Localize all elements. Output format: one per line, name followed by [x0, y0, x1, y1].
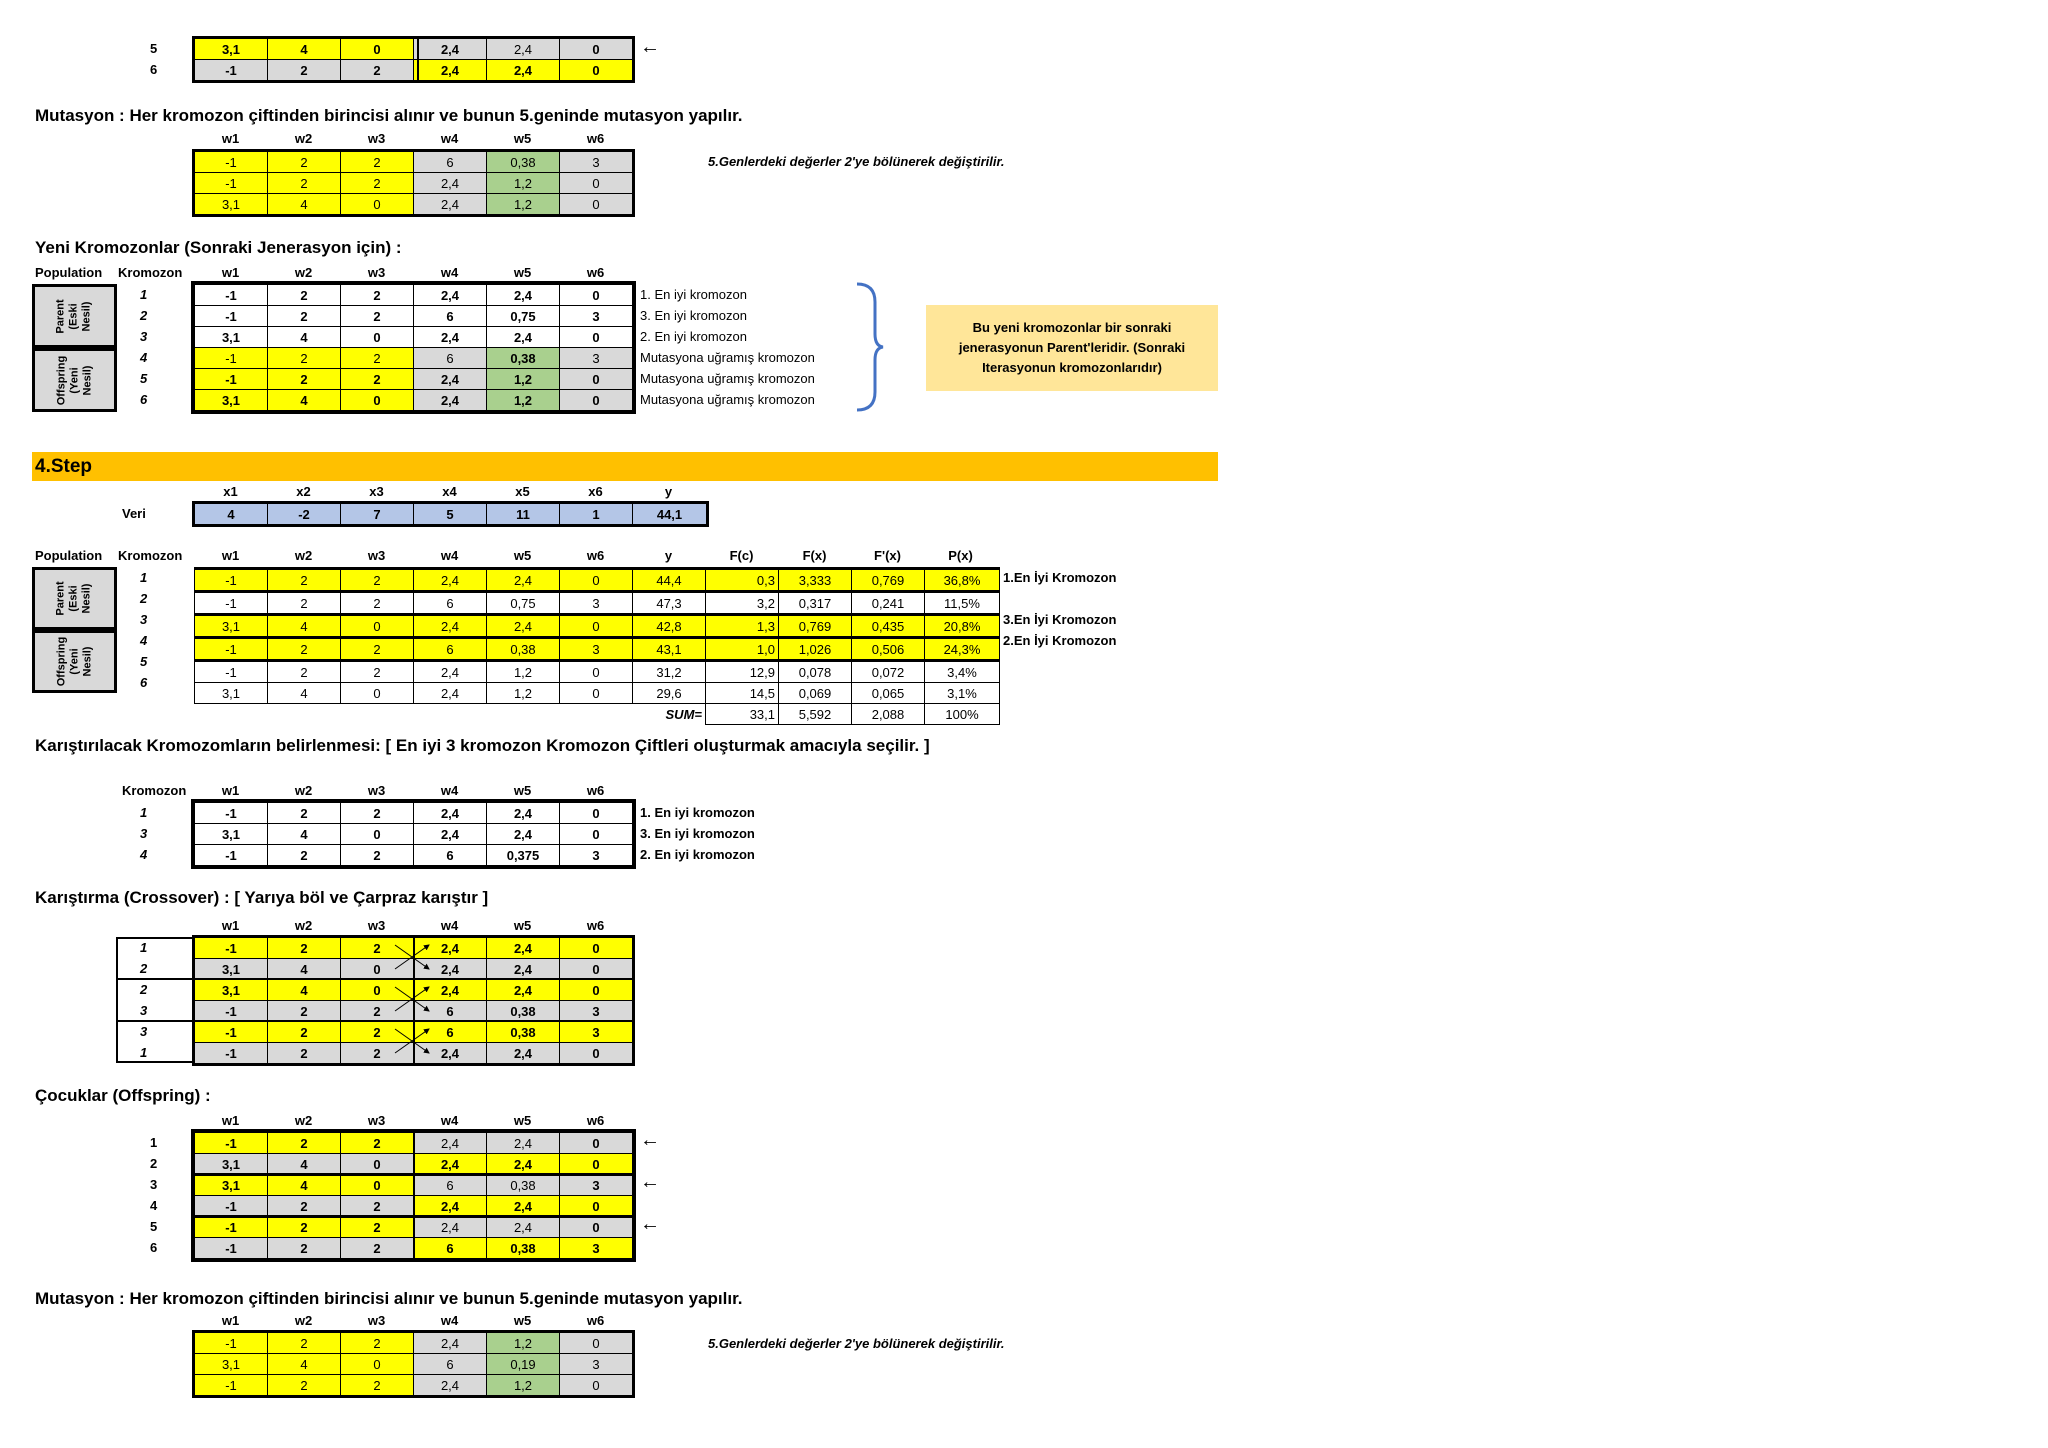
- col-header: w4: [440, 783, 459, 798]
- col-header-kromozon: Kromozon: [118, 265, 183, 280]
- table-row: -1 2 2 6 0,38 3: [195, 1022, 633, 1043]
- row-description: 2. En iyi kromozon: [640, 847, 755, 862]
- row-label: 1: [150, 1135, 158, 1150]
- table-row: 3,1 4 0 2,4 2,4 0: [195, 39, 633, 60]
- col-header: w6: [586, 265, 605, 280]
- row-label: 4: [140, 350, 148, 365]
- row-label: 2: [140, 591, 148, 606]
- col-header: w1: [221, 265, 240, 280]
- col-header: F'(x): [874, 548, 901, 563]
- top-rows-table: [194, 38, 633, 81]
- col-header: w2: [294, 548, 313, 563]
- table-row: -1 2 2 2,4 2,4 0: [195, 1196, 633, 1217]
- mutation-title: Mutasyon : Her kromozon çiftinden birincisi alınır ve bunun 5.geninde mutasyon yapılır.: [35, 1289, 743, 1308]
- col-header: w1: [221, 783, 240, 798]
- col-header-kromozon: Kromozon: [122, 783, 187, 798]
- crossover-arrows-icon: [393, 937, 438, 1063]
- col-header: F(x): [802, 548, 827, 563]
- row-label: 5: [150, 1219, 158, 1234]
- row-description: Mutasyona uğramış kromozon: [640, 350, 815, 365]
- row-label: 3: [140, 826, 148, 841]
- table-row: 3,1 4 0 2,4 2,4 0: [195, 959, 633, 980]
- col-header: P(x): [948, 548, 973, 563]
- row-description: 1. En iyi kromozon: [640, 287, 747, 302]
- offspring-label: Offspring (Yeni Nesil): [32, 348, 117, 412]
- evaluation-table: [194, 567, 1000, 725]
- row-label: 5: [150, 41, 158, 56]
- table-row: 3,1 4 0 2,4 2,4 0: [195, 980, 633, 1001]
- row-description: 3. En iyi kromozon: [640, 308, 747, 323]
- col-header: w1: [221, 1113, 240, 1128]
- row-label: 3: [150, 1177, 158, 1192]
- row-label: 6: [140, 675, 148, 690]
- col-header: w6: [586, 783, 605, 798]
- col-header: y: [664, 484, 673, 499]
- row-label: 2: [140, 961, 148, 976]
- row-description: 3. En iyi kromozon: [640, 826, 755, 841]
- col-header-population: Population: [35, 265, 103, 280]
- sum-value: 100%: [925, 704, 1000, 725]
- parent-label: Parent (Eski Nesil): [32, 284, 117, 348]
- col-header: w3: [367, 1313, 386, 1328]
- col-header: w4: [440, 918, 459, 933]
- table-row: [195, 704, 1000, 725]
- row-label: 3: [140, 1024, 148, 1039]
- col-header: x3: [369, 484, 384, 499]
- row-label: 3: [140, 612, 148, 627]
- table-row: 3,1 4 0 2,4 1,2 0: [195, 390, 633, 411]
- col-header: w5: [513, 548, 532, 563]
- parent-label: Parent (Eski Nesil): [32, 567, 117, 630]
- col-header: w4: [440, 1313, 459, 1328]
- row-label: 5: [140, 654, 148, 669]
- col-header: w2: [294, 783, 313, 798]
- table-row: -1 2 2 2,4 2,4 0: [195, 60, 633, 81]
- crossover-title: Karıştırma (Crossover) : [ Yarıya böl ve Çarpraz karıştır ]: [35, 888, 489, 907]
- table-row: -1 2 2 2,4 2,4 0: [195, 803, 633, 824]
- row-label: 4: [140, 633, 148, 648]
- table-row: -1 2 2 6 0,38 3: [195, 152, 633, 173]
- col-header: w4: [440, 548, 459, 563]
- row-label: 2: [140, 308, 148, 323]
- step-title: 4.Step: [35, 456, 93, 477]
- col-header-population: Population: [35, 548, 103, 563]
- arrow-left-icon: ←: [640, 1171, 660, 1193]
- table-row: -1 2 2 2,4 2,4 0 44,4 0,3 3,333 0,769 36,8%: [195, 569, 1000, 592]
- row-description: Mutasyona uğramış kromozon: [640, 371, 815, 386]
- table-row: 3,1 4 0 2,4 2,4 0: [195, 824, 633, 845]
- col-header: w6: [586, 1313, 605, 1328]
- arrow-left-icon: ←: [640, 1213, 660, 1235]
- row-label: 3: [140, 329, 148, 344]
- table-row: -1 2 2 6 0,38 3 43,1 1,0 1,026 0,506 24,3%: [195, 638, 1000, 661]
- col-header: w6: [586, 1113, 605, 1128]
- col-header: w1: [221, 1313, 240, 1328]
- row-label: 1: [140, 940, 148, 955]
- table-row: -1 2 2 2,4 2,4 0: [195, 1217, 633, 1238]
- table-row: -1 2 2 2,4 1,2 0: [195, 1375, 633, 1396]
- col-header: x1: [223, 484, 238, 499]
- table-row: 3,1 4 0 2,4 2,4 0: [195, 327, 633, 348]
- table-row: -1 2 2 2,4 2,4 0: [195, 1043, 633, 1064]
- table-row: -1 2 2 2,4 1,2 0 31,2 12,9 0,078 0,072 3,4%: [195, 661, 1000, 683]
- table-row: 4 -2 7 5 11 1 44,1: [195, 504, 707, 525]
- sum-value: 33,1: [706, 704, 779, 725]
- col-header: w6: [586, 131, 605, 146]
- col-header: w5: [513, 131, 532, 146]
- row-label: 1: [140, 570, 148, 585]
- row-label: 4: [140, 847, 148, 862]
- sum-value: 2,088: [852, 704, 925, 725]
- table-row: -1 2 2 6 0,38 3: [195, 1001, 633, 1022]
- offspring-label: Offspring (Yeni Nesil): [32, 630, 117, 693]
- table-row: -1 2 2 2,4 2,4 0: [195, 938, 633, 959]
- col-header: w3: [367, 918, 386, 933]
- table-row: 3,1 4 0 6 0,38 3: [195, 1175, 633, 1196]
- col-header: y: [664, 548, 673, 563]
- col-header: x4: [442, 484, 457, 499]
- mutation-table: [194, 1332, 633, 1396]
- arrow-left-icon: ←: [640, 36, 660, 58]
- table-row: -1 2 2 6 0,38 3: [195, 348, 633, 369]
- col-header: w5: [513, 1313, 532, 1328]
- mutation-title: Mutasyon : Her kromozon çiftinden birincisi alınır ve bunun 5.geninde mutasyon yapılır.: [35, 106, 743, 125]
- col-header: w3: [367, 265, 386, 280]
- row-label: 1: [140, 1045, 148, 1060]
- col-header: w1: [221, 131, 240, 146]
- table-row: -1 2 2 2,4 1,2 0: [195, 369, 633, 390]
- table-row: -1 2 2 6 0,75 3 47,3 3,2 0,317 0,241 11,5%: [195, 592, 1000, 615]
- selection-title: Karıştırılacak Kromozomların belirlenmesi: [ En iyi 3 kromozon Kromozon Çiftleri oluşturmak amacıyla seçilir. ]: [35, 736, 930, 755]
- col-header: w6: [586, 918, 605, 933]
- col-header: w3: [367, 131, 386, 146]
- col-header: w4: [440, 131, 459, 146]
- row-label: 2: [140, 982, 148, 997]
- col-header: w5: [513, 918, 532, 933]
- col-header: w6: [586, 548, 605, 563]
- table-row: -1 2 2 2,4 2,4 0: [195, 285, 633, 306]
- col-header: w4: [440, 265, 459, 280]
- table-row: 3,1 4 0 2,4 2,4 0 42,8 1,3 0,769 0,435 20,8%: [195, 615, 1000, 638]
- row-description: 3.En İyi Kromozon: [1003, 612, 1117, 627]
- col-header: w2: [294, 918, 313, 933]
- row-label: 2: [150, 1156, 158, 1171]
- col-header: w1: [221, 918, 240, 933]
- col-header: w5: [513, 265, 532, 280]
- table-row: -1 2 2 2,4 1,2 0: [195, 1333, 633, 1354]
- row-label: 6: [150, 62, 158, 77]
- col-header: F(c): [729, 548, 754, 563]
- mutation-table: [194, 151, 633, 215]
- col-header-kromozon: Kromozon: [118, 548, 183, 563]
- new-chromosomes-table: [194, 284, 633, 411]
- offspring-title: Çocuklar (Offspring) :: [35, 1086, 211, 1105]
- row-label: 1: [140, 805, 148, 820]
- row-description: 2.En İyi Kromozon: [1003, 633, 1117, 648]
- arrow-left-icon: ←: [640, 1129, 660, 1151]
- col-header: w5: [513, 1113, 532, 1128]
- info-box: Bu yeni kromozonlar bir sonraki jenerasyonun Parent'leridir. (Sonraki Iterasyonun kromozonlarıdır): [926, 305, 1218, 391]
- col-header: w5: [513, 783, 532, 798]
- table-row: -1 2 2 6 0,375 3: [195, 845, 633, 866]
- row-label: 6: [150, 1240, 158, 1255]
- col-header: w2: [294, 265, 313, 280]
- mutation-note: 5.Genlerdeki değerler 2'ye bölünerek değiştirilir.: [708, 1336, 1005, 1351]
- col-header: w2: [294, 131, 313, 146]
- col-header: w3: [367, 548, 386, 563]
- row-label: 1: [140, 287, 148, 302]
- row-description: 1.En İyi Kromozon: [1003, 570, 1117, 585]
- new-chromosomes-title: Yeni Kromozonlar (Sonraki Jenerasyon için) :: [35, 238, 402, 257]
- selection-table: [194, 802, 633, 866]
- col-header: x2: [296, 484, 311, 499]
- table-row: 3,1 4 0 2,4 1,2 0 29,6 14,5 0,069 0,065 3,1%: [195, 683, 1000, 704]
- step-bar: [32, 452, 1218, 481]
- row-description: 2. En iyi kromozon: [640, 329, 747, 344]
- col-header: w1: [221, 548, 240, 563]
- table-row: 3,1 4 0 2,4 1,2 0: [195, 194, 633, 215]
- col-header: w4: [440, 1113, 459, 1128]
- col-header: x6: [588, 484, 603, 499]
- brace-icon: [855, 282, 885, 412]
- table-row: 3,1 4 0 2,4 2,4 0: [195, 1154, 633, 1175]
- col-header: w3: [367, 1113, 386, 1128]
- row-description: Mutasyona uğramış kromozon: [640, 392, 815, 407]
- col-header: w2: [294, 1313, 313, 1328]
- row-label: 6: [140, 392, 148, 407]
- veri-table: [194, 503, 707, 525]
- row-label: 4: [150, 1198, 158, 1213]
- veri-label: Veri: [122, 506, 146, 521]
- sum-value: 5,592: [779, 704, 852, 725]
- sum-label: SUM=: [665, 706, 702, 722]
- table-row: -1 2 2 2,4 2,4 0: [195, 1133, 633, 1154]
- table-row: 3,1 4 0 6 0,19 3: [195, 1354, 633, 1375]
- table-row: -1 2 2 2,4 1,2 0: [195, 173, 633, 194]
- col-header: x5: [515, 484, 530, 499]
- crossover-index-box: [116, 937, 194, 1063]
- table-row: -1 2 2 6 0,75 3: [195, 306, 633, 327]
- col-header: w2: [294, 1113, 313, 1128]
- row-description: 1. En iyi kromozon: [640, 805, 755, 820]
- row-label: 3: [140, 1003, 148, 1018]
- mutation-note: 5.Genlerdeki değerler 2'ye bölünerek değiştirilir.: [708, 154, 1005, 169]
- table-row: -1 2 2 6 0,38 3: [195, 1238, 633, 1259]
- row-label: 5: [140, 371, 148, 386]
- col-header: w3: [367, 783, 386, 798]
